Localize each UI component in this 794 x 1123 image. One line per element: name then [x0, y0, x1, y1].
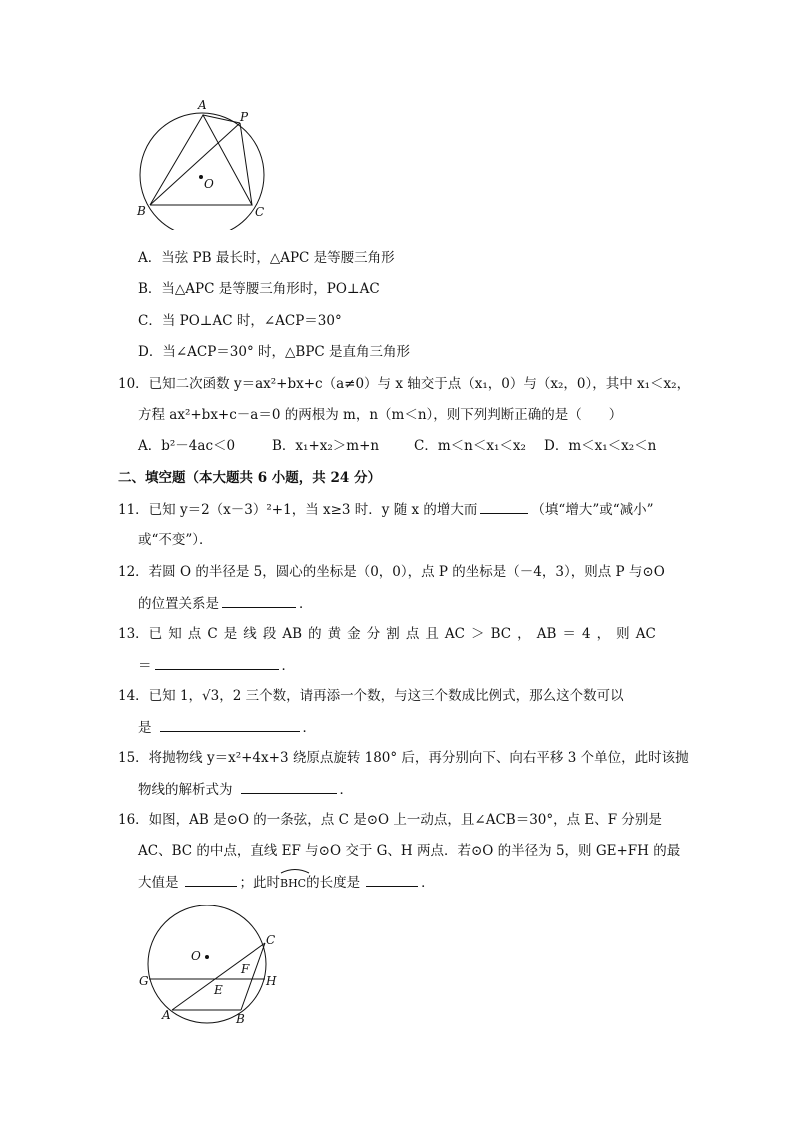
q12-line1: 12．若圆 O 的半径是 5，圆心的坐标是（0，0），点 P 的坐标是（－4，3），则点 P 与⊙O — [118, 564, 665, 580]
q11-line2: 或“不变”）． — [138, 532, 213, 548]
q10-line1: 10．已知二次函数 y＝ax²+bx+c（a≠0）与 x 轴交于点（x₁，0）与（x₂，0），其中 x₁＜x₂， — [118, 376, 691, 392]
q15-line1: 15．将抛物线 y＝x²+4x+3 绕原点旋转 180° 后，再分别向下、向右平移 3 个单位，此时该抛 — [118, 750, 689, 766]
label-g: G — [139, 974, 149, 988]
q16-text-d: ． — [421, 875, 435, 891]
q16-line2: AC、BC 的中点，直线 EF 与⊙O 交于 G、H 两点．若⊙O 的半径为 5，则 GE+FH 的最 — [138, 843, 681, 859]
q13-text-b: ． — [281, 658, 295, 674]
arc-mark-icon — [280, 868, 310, 874]
q10-option-d: D．m＜x₁＜x₂＜n — [544, 438, 657, 454]
q13-w19: AB — [536, 626, 557, 642]
q14-text-a: 是 — [138, 720, 152, 736]
label-b-2: B — [236, 1012, 245, 1026]
arc-bhc — [280, 873, 306, 894]
q13-w20: ＝ — [562, 626, 576, 642]
q13-w11: 分 — [366, 626, 381, 642]
q13-line2 — [138, 655, 295, 676]
q14-text-b: ． — [302, 720, 316, 736]
q13-justified-row — [118, 624, 656, 644]
arc-bhc-label: BHC — [280, 877, 307, 890]
q14-line1: 14．已知 1，√3，2 三个数，请再添一个数，与这三个数成比例式，那么这个数可以 — [118, 688, 624, 704]
label-o-2: O — [191, 949, 201, 963]
q12-line2 — [138, 593, 313, 614]
label-c: C — [255, 205, 265, 219]
q10-option-b: B．x₁+x₂＞m+n — [272, 438, 380, 454]
q15-text-a: 物线的解析式为 — [138, 782, 233, 798]
figure-circle-chord-gh — [135, 905, 285, 1030]
q10-option-a: A．b²－4ac＜0 — [138, 438, 236, 454]
q13-w0: 13．已 — [118, 626, 163, 642]
segment-pb — [150, 123, 240, 205]
q16-text-a: 大值是 — [138, 875, 179, 891]
q13-w2: 点 — [187, 626, 202, 642]
q10-line2: 方程 ax²+bx+c－a＝0 的两根为 m，n（m＜n），则下列判断正确的是（ ） — [138, 407, 623, 423]
q13-w24: AC — [635, 626, 656, 642]
q16-text-c: 的长度是 — [306, 875, 361, 891]
q15-line2 — [138, 779, 353, 800]
label-a: A — [198, 98, 207, 112]
label-f: F — [241, 962, 250, 976]
q15-answer-blank[interactable] — [241, 779, 337, 794]
q13-w16: ＞ — [471, 626, 485, 642]
label-e: E — [214, 983, 223, 997]
label-a-2: A — [162, 1008, 171, 1022]
figure-circle-triangle-apc — [130, 95, 280, 230]
q10-option-c: C．m＜n＜x₁＜x₂ — [414, 438, 526, 454]
q13-w12: 割 — [386, 626, 400, 642]
q13-text-a: ＝ — [138, 658, 152, 674]
label-h: H — [266, 974, 277, 988]
q14-line2 — [138, 717, 316, 738]
q13-w7: AB — [282, 626, 303, 642]
q13-w18: ， — [517, 626, 531, 642]
section2-heading: 二、填空题（本大题共 6 小题，共 24 分） — [118, 470, 381, 486]
q13-w17: BC — [490, 626, 512, 642]
q15-text-b: ． — [339, 782, 353, 798]
center-dot-o-2 — [205, 955, 209, 959]
q14-answer-blank[interactable] — [160, 717, 300, 732]
q11-answer-blank[interactable] — [480, 499, 528, 514]
label-c-2: C — [266, 933, 276, 947]
q13-line1 — [118, 624, 656, 644]
q13-w1: 知 — [168, 626, 182, 642]
q12-text-b: ． — [299, 596, 313, 612]
q9-option-d: D．当∠ACP＝30° 时，△BPC 是直角三角形 — [138, 344, 411, 360]
q16-answer-blank-1[interactable] — [185, 872, 237, 887]
q13-w15: AC — [444, 626, 465, 642]
q13-w13: 点 — [405, 626, 420, 642]
q13-w23: 则 — [616, 626, 630, 642]
q13-w5: 线 — [243, 626, 257, 642]
q9-option-a: A．当弦 PB 最长时，△APC 是等腰三角形 — [138, 250, 395, 266]
q9-option-b: B．当△APC 是等腰三角形时，PO⊥AC — [138, 281, 380, 297]
label-o: O — [204, 177, 214, 191]
q13-answer-blank[interactable] — [155, 655, 279, 670]
q13-w8: 的 — [308, 626, 322, 642]
q13-w9: 黄 — [327, 626, 342, 642]
q11-text-b: （填“增大”或“减小” — [531, 502, 654, 518]
q16-answer-blank-2[interactable] — [366, 872, 418, 887]
segment-bc — [241, 943, 265, 1010]
q13-w14: 且 — [425, 626, 439, 642]
q16-text-b: ；此时 — [239, 875, 280, 891]
label-b: B — [137, 204, 146, 218]
q13-w3: C — [207, 626, 218, 642]
q13-w4: 是 — [223, 626, 238, 642]
label-p: P — [240, 110, 249, 124]
q16-line3 — [138, 872, 435, 894]
q11-text-a: 11．已知 y＝2（x－3）²+1，当 x≥3 时．y 随 x 的增大而 — [118, 502, 478, 518]
q11-line1 — [118, 499, 654, 520]
q9-option-c: C．当 PO⊥AC 时，∠ACP＝30° — [138, 313, 342, 329]
q13-w22: ， — [596, 626, 611, 642]
q16-line1: 16．如图，AB 是⊙O 的一条弦，点 C 是⊙O 上一动点，且∠ACB＝30°，点 E、F 分别是 — [118, 812, 662, 828]
segment-ac — [172, 943, 265, 1010]
circle-o — [140, 113, 264, 230]
q13-w6: 段 — [262, 626, 277, 642]
q13-w10: 金 — [347, 626, 361, 642]
center-dot-o — [199, 175, 203, 179]
q13-w21: 4 — [581, 626, 591, 642]
q12-text-a: 的位置关系是 — [138, 596, 219, 612]
q12-answer-blank[interactable] — [222, 593, 296, 608]
